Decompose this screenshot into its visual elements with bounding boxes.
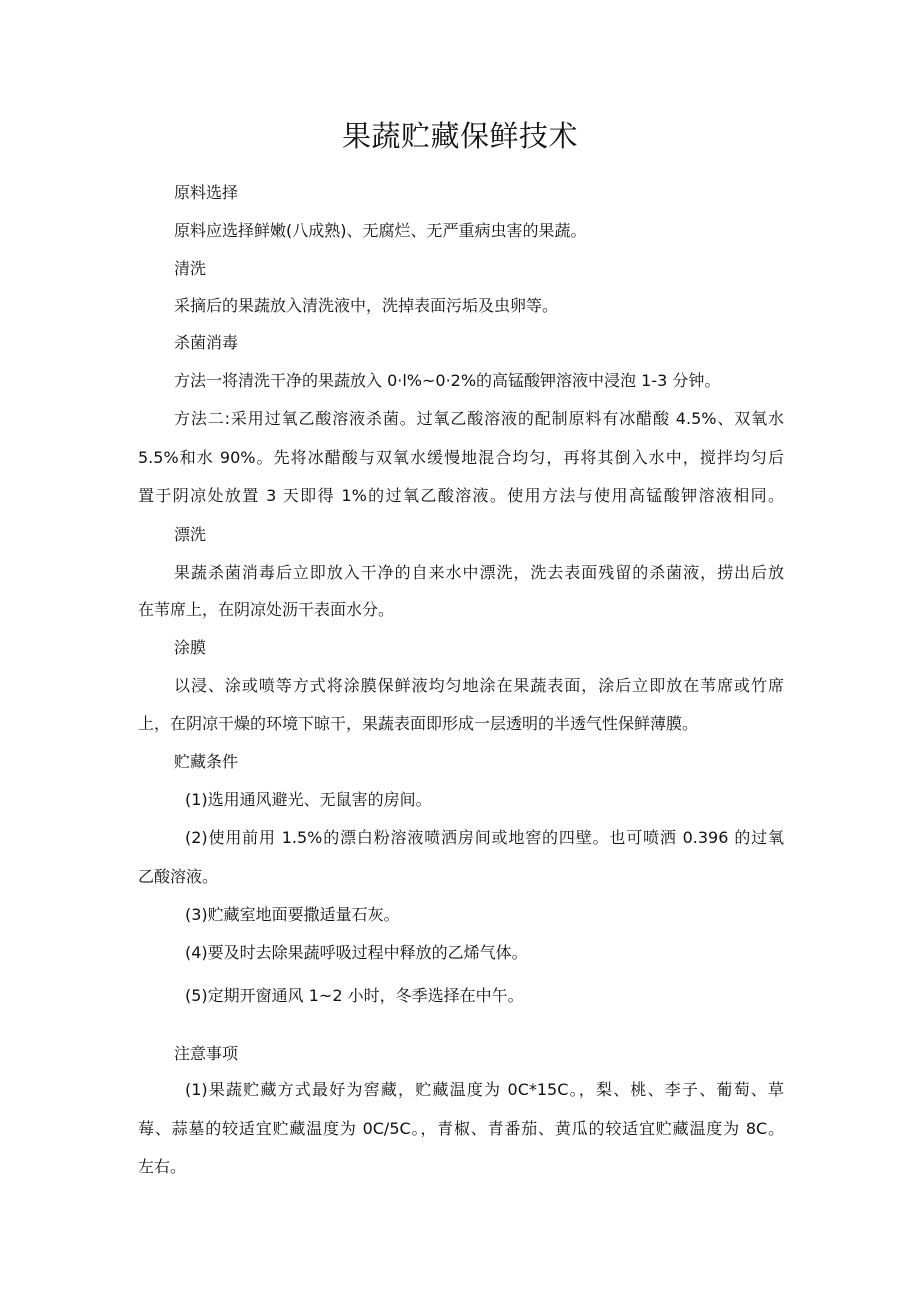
list-item-storage-4: (4)要及时去除果蔬呼吸过程中释放的乙烯气体。	[185, 943, 528, 962]
paragraph-rinsing-line-2: 在苇席上，在阴凉处沥干表面水分。	[138, 600, 395, 619]
list-item-storage-1: (1)选用通风避光、无鼠害的房间。	[185, 790, 432, 809]
paragraph-raw-material: 原料应选择鲜嫩(八成熟)、无腐烂、无严重病虫害的果蔬。	[174, 221, 587, 240]
section-heading-coating: 涂膜	[174, 638, 207, 657]
section-heading-washing: 清洗	[174, 259, 207, 278]
section-heading-raw-material: 原料选择	[174, 183, 239, 202]
paragraph-rinsing-line-1: 果蔬杀菌消毒后立即放入干净的自来水中漂洗，洗去表面残留的杀菌液，捞出后放	[174, 563, 784, 582]
section-heading-rinsing: 漂洗	[174, 525, 207, 544]
section-heading-sterilization: 杀菌消毒	[174, 333, 239, 352]
paragraph-washing: 采摘后的果蔬放入清洗液中，洗掉表面污垢及虫卵等。	[174, 296, 559, 315]
list-item-storage-5: (5)定期开窗通风 1~2 小时，冬季选择在中午。	[185, 986, 524, 1005]
list-item-storage-2-line-2: 乙酸溶液。	[138, 867, 219, 886]
paragraph-method-one: 方法一将清洗干净的果蔬放入 0·l%~0·2%的高锰酸钾溶液中浸泡 1-3 分钟。	[174, 371, 721, 390]
list-item-storage-2-line-1: (2)使用前用 1.5%的漂白粉溶液喷洒房间或地窖的四壁。也可喷洒 0.396 的过氧	[185, 828, 784, 847]
section-heading-notes: 注意事项	[174, 1044, 239, 1063]
list-item-storage-3: (3)贮藏室地面要撒适量石灰。	[185, 905, 400, 924]
page-title: 果蔬贮藏保鲜技术	[341, 119, 578, 153]
list-item-notes-1-line-1: (1)果蔬贮藏方式最好为窖藏，贮藏温度为 0C*15C。，梨、桃、李子、葡萄、草	[185, 1080, 784, 1099]
section-heading-storage-conditions: 贮藏条件	[174, 752, 239, 771]
paragraph-coating-line-1: 以浸、涂或喷等方式将涂膜保鲜液均匀地涂在果蔬表面，涂后立即放在苇席或竹席	[174, 676, 784, 695]
paragraph-method-two-line-2: 5.5%和水 90%。先将冰醋酸与双氧水缓慢地混合均匀，再将其倒入水中，搅拌均匀后	[138, 448, 784, 467]
list-item-notes-1-line-2: 莓、蒜墓的较适宜贮藏温度为 0C/5C。，青椒、青番茄、黄瓜的较适宜贮藏温度为 8C。	[138, 1119, 784, 1138]
paragraph-method-two-line-1: 方法二:采用过氧乙酸溶液杀菌。过氧乙酸溶液的配制原料有冰醋酸 4.5%、双氧水	[174, 409, 784, 428]
paragraph-coating-line-2: 上，在阴凉干燥的环境下晾干，果蔬表面即形成一层透明的半透气性保鲜薄膜。	[138, 714, 699, 733]
list-item-notes-1-line-3: 左右。	[138, 1157, 187, 1176]
paragraph-method-two-line-3: 置于阴凉处放置 3 天即得 1%的过氧乙酸溶液。使用方法与使用高锰酸钾溶液相同。	[138, 486, 784, 505]
